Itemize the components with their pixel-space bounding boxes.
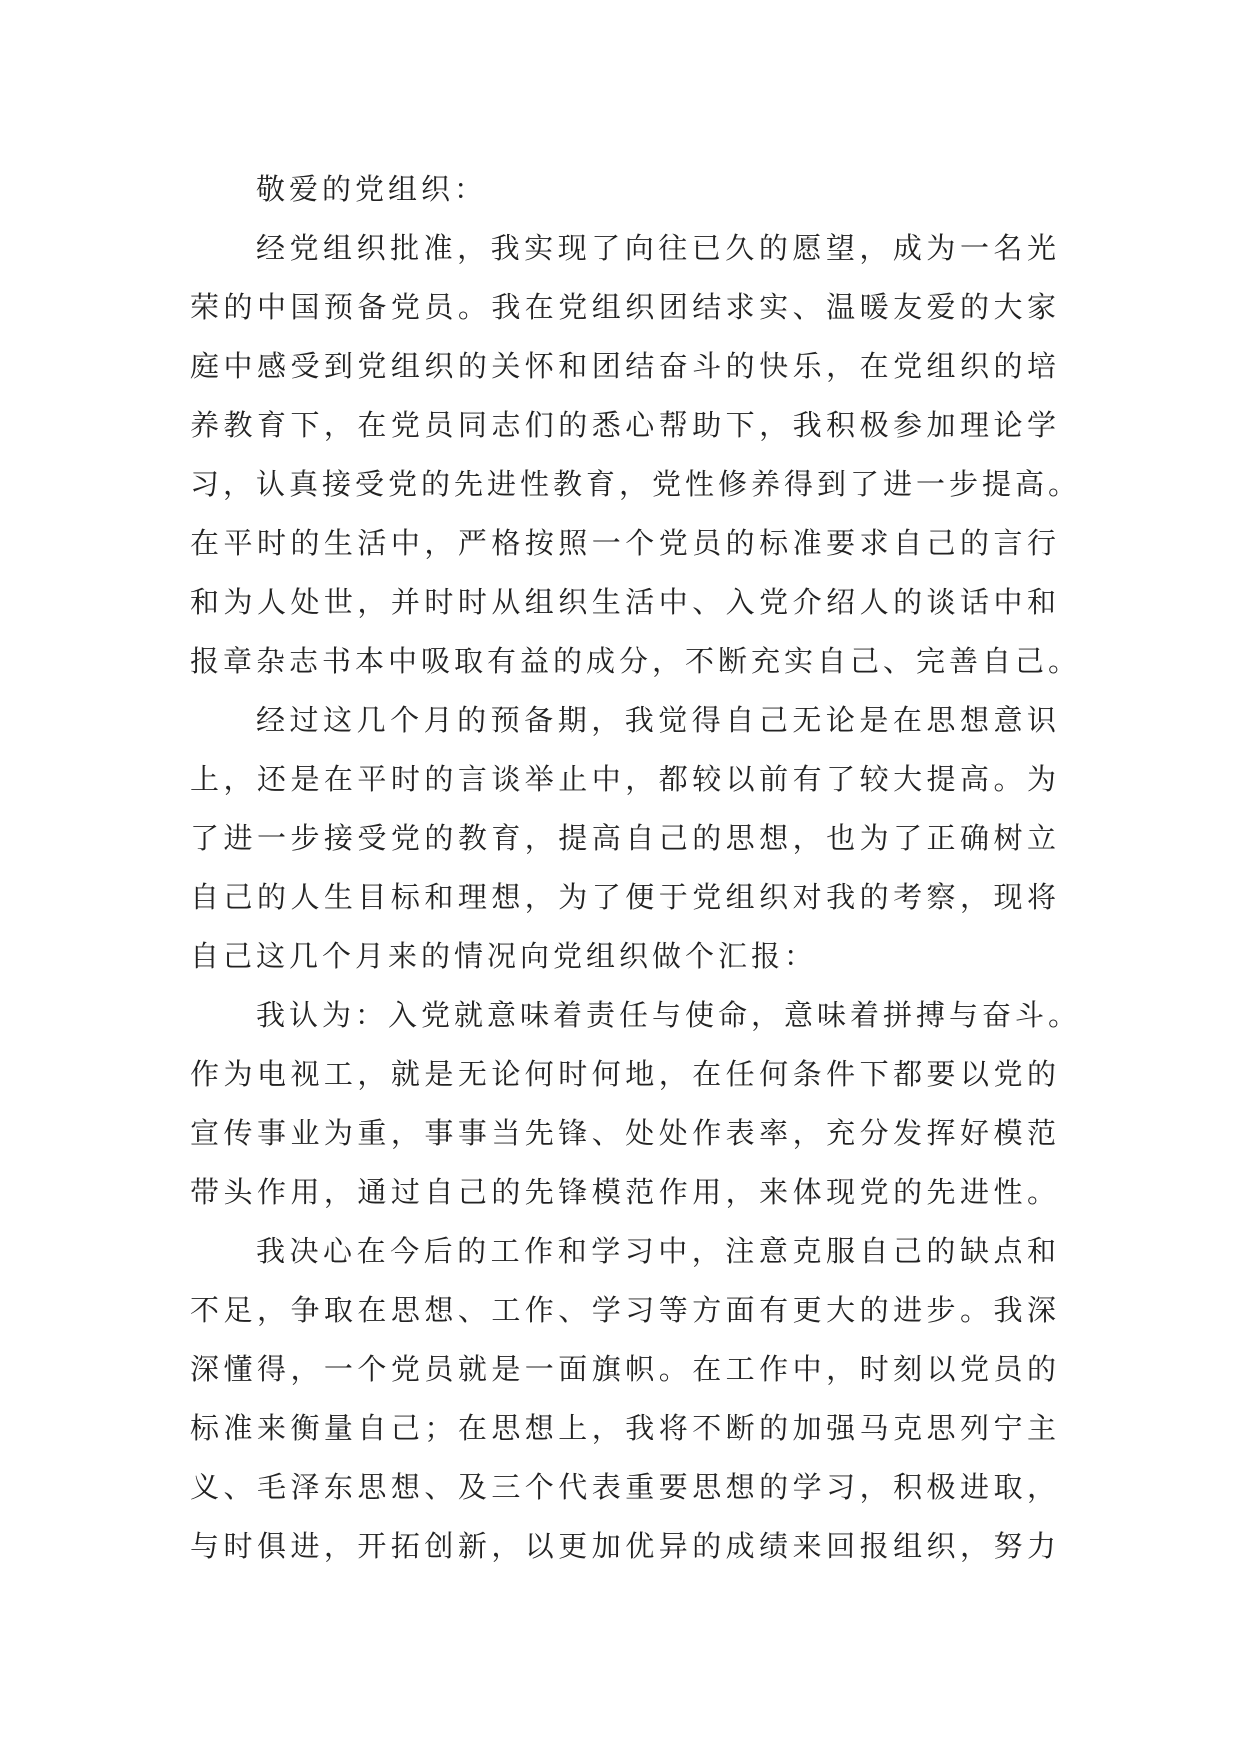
paragraph-line: 不足，争取在思想、工作、学习等方面有更大的进步。我深 [190,1293,1060,1327]
paragraph-2 [190,691,1060,986]
paragraph-line: 自己的人生目标和理想，为了便于党组织对我的考察，现将 [190,880,1060,914]
paragraph-line: 了进一步接受党的教育，提高自己的思想，也为了正确树立 [190,821,1060,855]
paragraph-line: 上，还是在平时的言谈举止中，都较以前有了较大提高。为 [190,762,1060,796]
paragraph-line: 报章杂志书本中吸取有益的成分，不断充实自己、完善自己。 [190,644,1082,678]
letter-body [190,160,1082,1576]
paragraph-3 [190,986,1082,1222]
paragraph-line: 经过这几个月的预备期，我觉得自己无论是在思想意识 [256,703,1060,737]
paragraph-line: 经党组织批准，我实现了向往已久的愿望，成为一名光 [256,231,1060,265]
paragraph-1 [190,219,1082,691]
paragraph-line: 标准来衡量自己；在思想上，我将不断的加强马克思列宁主 [190,1411,1060,1445]
paragraph-line: 我认为：入党就意味着责任与使命，意味着拼搏与奋斗。 [256,998,1082,1032]
paragraph-line: 宣传事业为重，事事当先锋、处处作表率，充分发挥好模范 [190,1116,1060,1150]
salutation: 敬爱的党组织： [256,172,488,206]
paragraph-line: 养教育下，在党员同志们的悉心帮助下，我积极参加理论学 [190,408,1060,442]
paragraph-line: 自己这几个月来的情况向党组织做个汇报： [190,939,818,973]
paragraph-4 [190,1222,1060,1576]
paragraph-line: 习，认真接受党的先进性教育，党性修养得到了进一步提高。 [190,467,1082,501]
paragraph-line: 义、毛泽东思想、及三个代表重要思想的学习，积极进取， [190,1470,1060,1504]
paragraph-line: 我决心在今后的工作和学习中，注意克服自己的缺点和 [256,1234,1060,1268]
paragraph-line: 深懂得，一个党员就是一面旗帜。在工作中，时刻以党员的 [190,1352,1060,1386]
paragraph-line: 作为电视工，就是无论何时何地，在任何条件下都要以党的 [190,1057,1060,1091]
paragraph-line: 带头作用，通过自己的先锋模范作用，来体现党的先进性。 [190,1175,1060,1209]
paragraph-line: 与时俱进，开拓创新，以更加优异的成绩来回报组织，努力 [190,1529,1060,1563]
paragraph-line: 庭中感受到党组织的关怀和团结奋斗的快乐，在党组织的培 [190,349,1060,383]
paragraph-line: 和为人处世，并时时从组织生活中、入党介绍人的谈话中和 [190,585,1060,619]
paragraph-line: 荣的中国预备党员。我在党组织团结求实、温暖友爱的大家 [190,290,1060,324]
paragraph-line: 在平时的生活中，严格按照一个党员的标准要求自己的言行 [190,526,1060,560]
